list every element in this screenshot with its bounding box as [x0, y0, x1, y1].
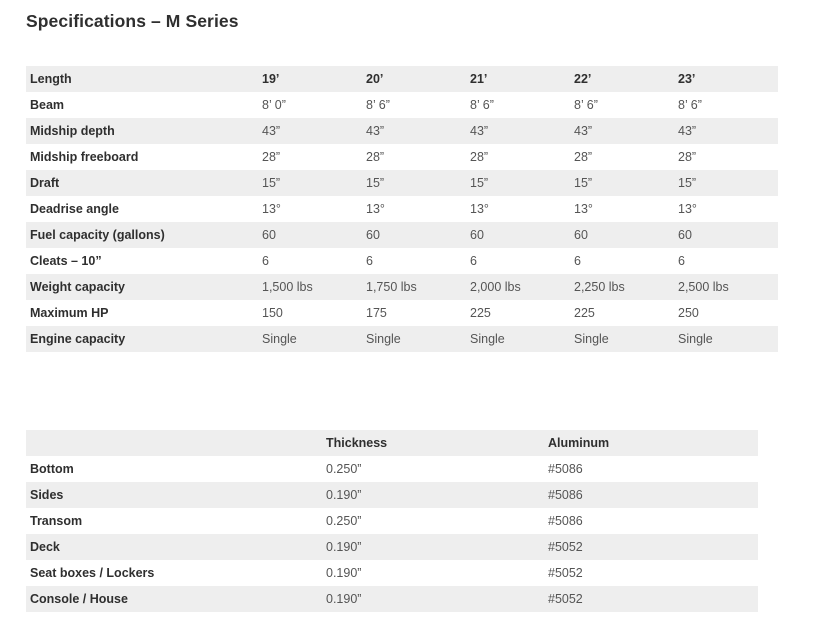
row-value: 28”: [466, 144, 570, 170]
row-label: Draft: [26, 170, 258, 196]
row-thickness: 0.190”: [322, 534, 544, 560]
header-aluminum: Aluminum: [544, 430, 758, 456]
row-value: 8’ 6”: [466, 92, 570, 118]
row-value: 225: [570, 300, 674, 326]
row-value: 2,000 lbs: [466, 274, 570, 300]
table-row: [26, 274, 778, 300]
row-value: 60: [362, 222, 466, 248]
row-value: 8’ 6”: [674, 92, 778, 118]
table-row: [26, 326, 778, 352]
row-label: Console / House: [26, 586, 322, 612]
specifications-table: [26, 66, 778, 352]
row-label: Cleats – 10”: [26, 248, 258, 274]
row-value: 225: [466, 300, 570, 326]
row-value: Single: [466, 326, 570, 352]
header-col-5: 23’: [674, 66, 778, 92]
header-col-1: 19’: [258, 66, 362, 92]
row-value: 15”: [674, 170, 778, 196]
header-label: [26, 430, 322, 456]
table-row: [26, 196, 778, 222]
row-label: Bottom: [26, 456, 322, 482]
row-value: 6: [674, 248, 778, 274]
row-aluminum: #5052: [544, 534, 758, 560]
header-col-3: 21’: [466, 66, 570, 92]
row-value: 15”: [570, 170, 674, 196]
row-value: 175: [362, 300, 466, 326]
row-value: 13°: [466, 196, 570, 222]
table-header-row: [26, 66, 778, 92]
row-value: 6: [258, 248, 362, 274]
header-col-2: 20’: [362, 66, 466, 92]
row-value: 8’ 6”: [362, 92, 466, 118]
row-value: Single: [674, 326, 778, 352]
row-value: 43”: [258, 118, 362, 144]
row-label: Midship depth: [26, 118, 258, 144]
row-value: 43”: [466, 118, 570, 144]
row-value: 13°: [258, 196, 362, 222]
table-row: [26, 482, 758, 508]
row-value: 2,500 lbs: [674, 274, 778, 300]
row-label: Fuel capacity (gallons): [26, 222, 258, 248]
row-value: 43”: [570, 118, 674, 144]
row-value: 15”: [258, 170, 362, 196]
row-value: Single: [258, 326, 362, 352]
table-row: [26, 456, 758, 482]
row-aluminum: #5052: [544, 560, 758, 586]
row-value: 13°: [570, 196, 674, 222]
header-thickness: Thickness: [322, 430, 544, 456]
row-value: 150: [258, 300, 362, 326]
row-value: 28”: [674, 144, 778, 170]
row-value: 60: [674, 222, 778, 248]
row-value: 43”: [674, 118, 778, 144]
row-value: Single: [362, 326, 466, 352]
row-value: 43”: [362, 118, 466, 144]
row-value: 6: [466, 248, 570, 274]
row-value: 15”: [362, 170, 466, 196]
row-value: 1,500 lbs: [258, 274, 362, 300]
table-row: [26, 144, 778, 170]
row-value: 15”: [466, 170, 570, 196]
row-label: Weight capacity: [26, 274, 258, 300]
row-value: 6: [570, 248, 674, 274]
row-value: 28”: [570, 144, 674, 170]
row-value: 60: [570, 222, 674, 248]
table-row: [26, 586, 758, 612]
table-row: [26, 248, 778, 274]
row-value: 8’ 0”: [258, 92, 362, 118]
row-value: 1,750 lbs: [362, 274, 466, 300]
row-value: 28”: [258, 144, 362, 170]
row-value: 13°: [362, 196, 466, 222]
table-row: [26, 170, 778, 196]
row-label: Sides: [26, 482, 322, 508]
row-label: Midship freeboard: [26, 144, 258, 170]
row-thickness: 0.190”: [322, 586, 544, 612]
page-title: Specifications – M Series: [26, 11, 239, 31]
table-row: [26, 534, 758, 560]
row-aluminum: #5086: [544, 456, 758, 482]
row-label: Seat boxes / Lockers: [26, 560, 322, 586]
table-row: [26, 222, 778, 248]
row-value: 28”: [362, 144, 466, 170]
row-value: 6: [362, 248, 466, 274]
row-value: 2,250 lbs: [570, 274, 674, 300]
row-label: Beam: [26, 92, 258, 118]
row-value: 60: [258, 222, 362, 248]
header-label: Length: [26, 66, 258, 92]
row-value: 250: [674, 300, 778, 326]
row-thickness: 0.190”: [322, 560, 544, 586]
row-label: Deck: [26, 534, 322, 560]
table-header-row: [26, 430, 758, 456]
material-table: [26, 430, 758, 612]
table-row: [26, 300, 778, 326]
row-value: 60: [466, 222, 570, 248]
row-thickness: 0.250”: [322, 456, 544, 482]
row-label: Transom: [26, 508, 322, 534]
table-row: [26, 508, 758, 534]
row-aluminum: #5052: [544, 586, 758, 612]
row-aluminum: #5086: [544, 508, 758, 534]
table-row: [26, 118, 778, 144]
table-row: [26, 560, 758, 586]
row-thickness: 0.250”: [322, 508, 544, 534]
row-value: 8’ 6”: [570, 92, 674, 118]
row-thickness: 0.190”: [322, 482, 544, 508]
row-aluminum: #5086: [544, 482, 758, 508]
row-value: 13°: [674, 196, 778, 222]
row-label: Maximum HP: [26, 300, 258, 326]
table-row: [26, 92, 778, 118]
row-label: Engine capacity: [26, 326, 258, 352]
row-label: Deadrise angle: [26, 196, 258, 222]
row-value: Single: [570, 326, 674, 352]
header-col-4: 22’: [570, 66, 674, 92]
